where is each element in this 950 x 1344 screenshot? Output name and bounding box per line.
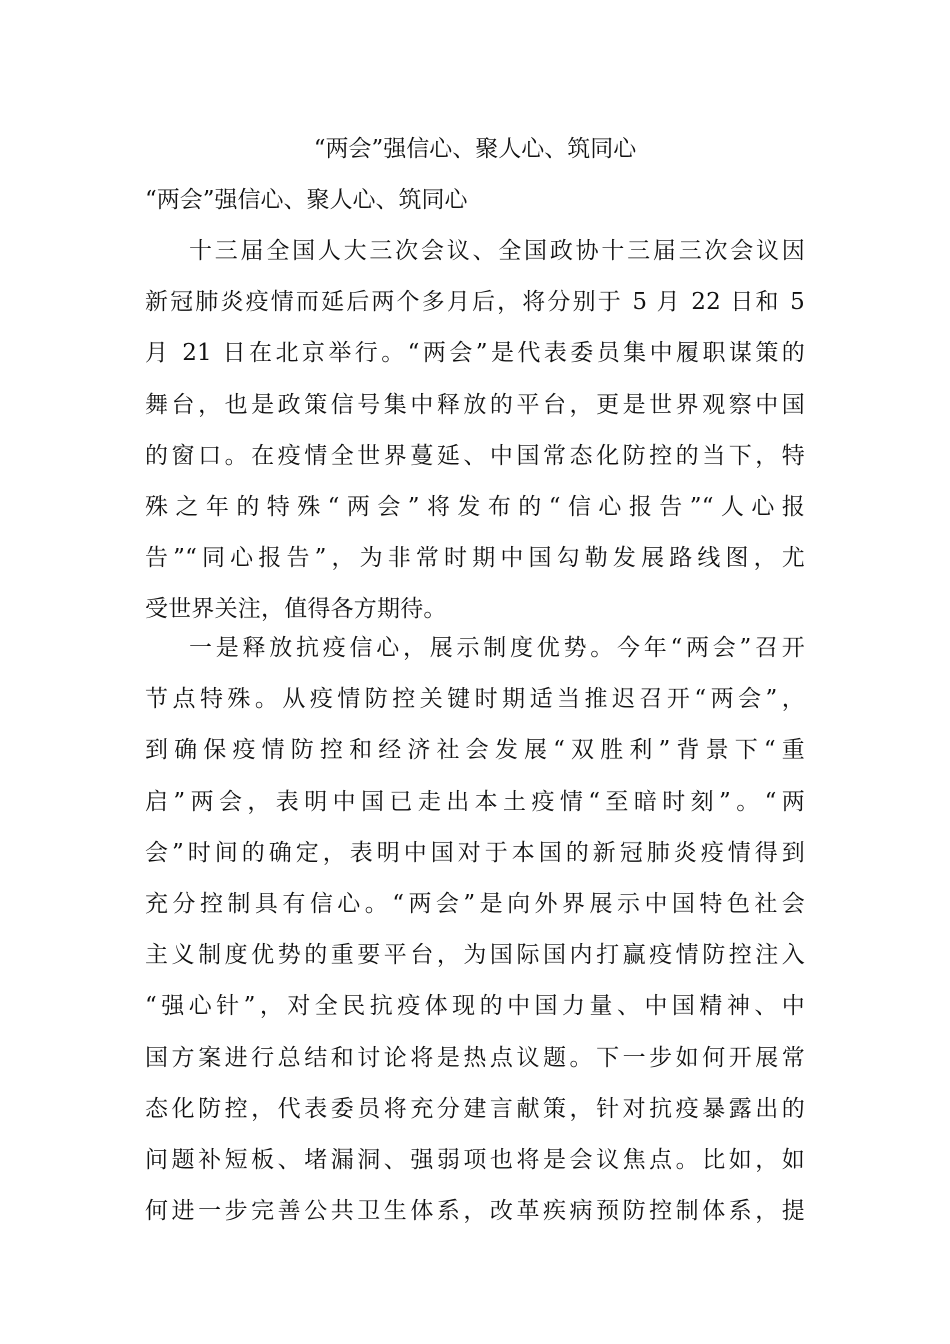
document-title: “两会”强信心、聚人心、筑同心: [313, 136, 637, 162]
paragraph-line: 何进一步完善公共卫生体系，改革疾病预防控制体系，提: [145, 1198, 805, 1225]
paragraph-2: [145, 623, 805, 1237]
paragraph-line: 充分控制具有信心。“两会”是向外界展示中国特色社会: [145, 890, 805, 917]
paragraph-line: 十三届全国人大三次会议、全国政协十三届三次会议因: [189, 238, 805, 264]
paragraph-line: 到确保疫情防控和经济社会发展“双胜利”背景下“重: [145, 737, 805, 764]
paragraph-line: 主义制度优势的重要平台，为国际国内打赢疫情防控注入: [145, 942, 805, 969]
paragraph-line: 受世界关注，值得各方期待。: [145, 596, 447, 623]
paragraph-line: “强心针”，对全民抗疫体现的中国力量、中国精神、中: [145, 993, 805, 1020]
paragraph-line: 月 21 日在北京举行。“两会”是代表委员集中履职谋策的: [145, 340, 805, 367]
paragraph-line: 会”时间的确定，表明中国对于本国的新冠肺炎疫情得到: [145, 839, 805, 866]
document-subtitle: “两会”强信心、聚人心、筑同心: [145, 187, 468, 213]
paragraph-line: 殊之年的特殊“两会”将发布的“信心报告”“人心报: [145, 493, 805, 520]
paragraph-line: 启”两会，表明中国已走出本土疫情“至暗时刻”。“两: [145, 788, 805, 815]
paragraph-line: 告”“同心报告”，为非常时期中国勾勒发展路线图，尤: [145, 545, 805, 572]
paragraph-line: 的窗口。在疫情全世界蔓延、中国常态化防控的当下，特: [145, 442, 805, 469]
paragraph-line: 问题补短板、堵漏洞、强弱项也将是会议焦点。比如，如: [145, 1146, 805, 1173]
paragraph-line: 节点特殊。从疫情防控关键时期适当推迟召开“两会”，: [145, 686, 805, 713]
paragraph-line: 国方案进行总结和讨论将是热点议题。下一步如何开展常: [145, 1044, 805, 1071]
paragraph-line: 一是释放抗疫信心，展示制度优势。今年“两会”召开: [189, 635, 805, 661]
paragraph-line: 舞台，也是政策信号集中释放的平台，更是世界观察中国: [145, 391, 805, 418]
paragraph-line: 态化防控，代表委员将充分建言献策，针对抗疫暴露出的: [145, 1095, 805, 1122]
paragraph-1: [145, 226, 805, 636]
paragraph-line: 新冠肺炎疫情而延后两个多月后，将分别于 5 月 22 日和 5: [145, 289, 805, 316]
